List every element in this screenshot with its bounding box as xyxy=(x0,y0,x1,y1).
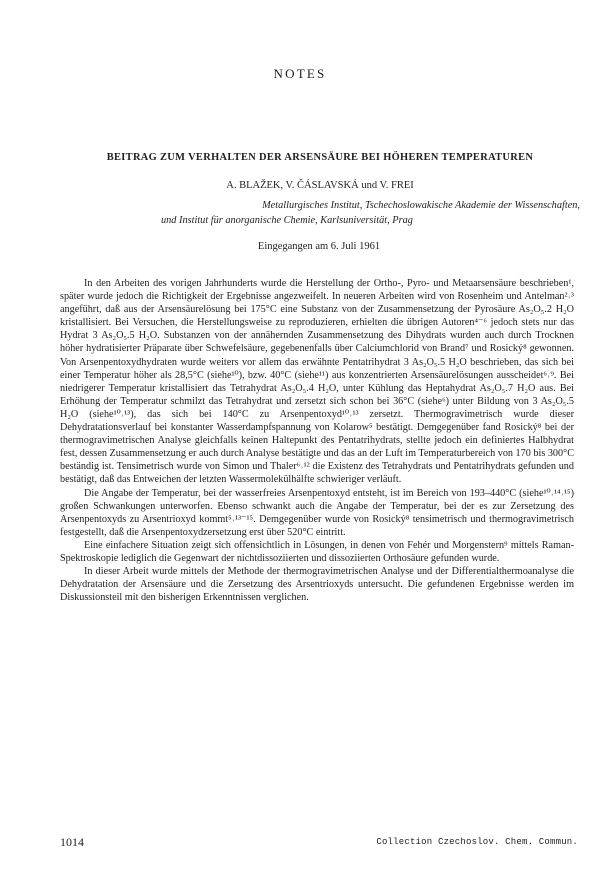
body-paragraph: Eine einfachere Situation zeigt sich offensichtlich in Lösungen, in denen von Fehér und Morgenstern⁹ mittels Raman-Spektroskopie lediglich die Gegenwart der nichtdissoziierten und dissoziierten Orthosäure gefunden wurde. xyxy=(60,539,574,564)
body-paragraph: Die Angabe der Temperatur, bei der wasserfreies Arsenpentoxyd entsteht, ist im Bereich von 193–440°C (siehe¹⁰˒¹⁴˒¹⁵) großen Schwankungen unterworfen. Ebenso schwankt auch die Angabe der Temperatur, bei der es zur Zersetzung des Arsenpentoxyds zu Arsentrioxyd kommt⁵˒¹³⁻¹⁵. Demgegenüber wurde von Rosický⁸ tensimetrisch und thermogravimetrisch festgestellt, daß die Arsenpentoxydzersetzung erst über 520°C eintritt. xyxy=(60,487,574,538)
article-body xyxy=(60,277,574,604)
affiliation-line: und Institut für anorganische Chemie, Karlsuniversität, Prag xyxy=(161,215,413,226)
body-paragraph: In dieser Arbeit wurde mittels der Methode der thermogravimetrischen Analyse und der Differentialthermoanalyse die Dehydratation der Arsensäure und die Zersetzung des Arsentrioxyds untersucht. Die gefundenen Ergebnisse werden im Diskussionsteil mit den bisherigen Erkenntnissen verglichen. xyxy=(60,566,574,604)
section-heading: NOTES xyxy=(273,66,327,81)
journal-name: Collection Czechoslov. Chem. Commun. xyxy=(376,837,578,847)
body-paragraph: In den Arbeiten des vorigen Jahrhunderts wurde die Herstellung der Ortho-, Pyro- und Metaarsensäure beschrieben¹, später wurde jedoch die Richtigkeit der Ergebnisse angezweifelt. In neueren Arbeiten wird von Rosenheim und Antelman²˒³ angeführt, daß aus der Arsensäurelösung bei 175°C eine Substanz von der Zusammensetzung der Pyrosäure As₂O₅.2 H₂O kristallisiert. Bei Versuchen, die Herstellungsweise zu reproduzieren, erhielten die übrigen Autoren⁴⁻⁶ jedoch stets nur das Hydrat 3 As₂O₅.5 H₂O. Substanzen von der annähernden Zusammensetzung des Dihydrats wurden auch durch Trocknen höher hydratisierter Präparate über Schwefelsäure, gegebenenfalls über Calciumchlorid von Brand⁷ und Rosický⁸ gewonnen. Von Arsenpentoxydhydraten wurde weiters vor allem das erwähnte Pentatrihydrat 3 As₂O₅.5 H₂O beschrieben, das sich bei einer Temperatur höher als 28,5°C (siehe¹⁰), bzw. 40°C (siehe¹¹) aus konzentrierten Arsensäurelösungen ausscheidet⁶˒⁹. Bei niedrigerer Temperatur kristallisiert das Tetrahydrat As₂O₅.4 H₂O, unter Kühlung das Heptahydrat As₂O₅.7 H₂O aus. Bei Erhöhung der Temperatur schmilzt das Tetrahydrat und zersetzt sich schon bei 36°C (siehe⁶) unter Bildung von 3 As₂O₅.5 H₂O (siehe¹⁰˒¹³), das sich bei 140°C zu Arsenpentoxyd¹⁰˒¹³ zersetzt. Thermogravimetrisch wurde dieser Dehydratationsverlauf bei konstanter Wasserdampfspannung von Kolarow⁵ bestätigt. Demgegenüber fand Rosický⁸ bei der thermogravimetrischen Analyse gleichfalls keinen Haltepunkt des Pentatrihydrats, stellte jedoch ein definiertes Halbhydrat fest, dessen Zusammensetzung er auch durch Analyse bestätigte und das an der Luft im Temperaturbereich von 170 bis 300°C beständig ist. Tensimetrisch wurde von Simon und Thaler⁶˒¹² die Existenz des Tetrahydrats und Pentatrihydrats gefunden und bestätigt, daß das Entweichen der letzten Wassermolekülhälfte schwieriger verläuft. xyxy=(60,278,574,486)
affiliation-line: Metallurgisches Institut, Tschechoslowakische Akademie der Wissenschaften, xyxy=(262,200,580,211)
page-number: 1014 xyxy=(60,835,84,849)
author-list: A. BLAŽEK, V. ČÁSLAVSKÁ und V. FREI xyxy=(226,180,414,191)
received-date: Eingegangen am 6. Juli 1961 xyxy=(257,241,381,252)
article-title: BEITRAG ZUM VERHALTEN DER ARSENSÄURE BEI HÖHEREN TEMPERATUREN xyxy=(106,152,534,163)
affiliation xyxy=(160,198,580,228)
